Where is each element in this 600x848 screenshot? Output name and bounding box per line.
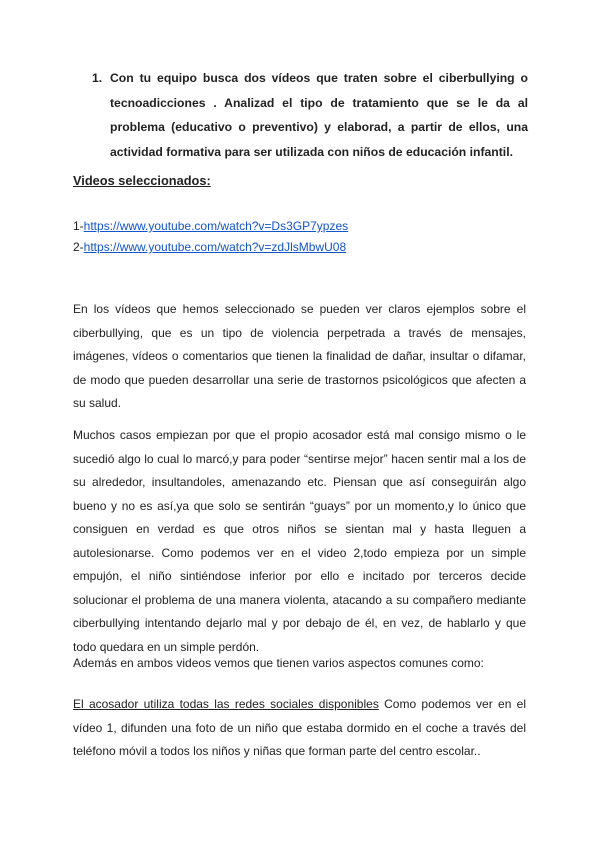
videos-heading: Videos seleccionados:	[73, 173, 211, 188]
aspect-description: Como podemos ver en el vídeo 1, difunden una foto de un niño que estaba dormido en el coche a través del teléfono móvil a todos los niños y niñas que forman parte del centro escolar..	[73, 697, 526, 758]
video-link-1[interactable]: https://www.youtube.com/watch?v=Ds3GP7ypzes	[83, 219, 349, 233]
underlined-aspect: El acosador utiliza todas las redes sociales disponibles	[73, 697, 379, 711]
link-prefix: 2-	[73, 240, 84, 254]
paragraph-intro: En los vídeos que hemos seleccionado se pueden ver claros ejemplos sobre el ciberbullying, que es un tipo de violencia perpetrada a través de mensajes, imágenes, vídeos o comentarios que tienen la finalidad de dañar, insultar o difamar, de modo que pueden desarrollar una serie de trastornos psicológicos que afecten a su salud.	[73, 302, 526, 410]
paragraph-common-aspects: Además en ambos videos vemos que tienen varios aspectos comunes como:	[73, 656, 484, 670]
paragraph-causes: Muchos casos empiezan por que el propio acosador está mal consigo mismo o le sucedió algo lo cual lo marcó,y para poder “sentirse mejor” hacen sentir mal a los de su alrededor, insultandoles, amenazando etc. Piensan que así conseguirán algo bueno y no es así,ya que solo se sentirán “guays” por un momento,y lo único que consiguen en verdad es que otros niños se sientan mal y hasta lleguen a autolesionarse. Como podemos ver en el video 2,todo empieza por un simple empujón, el niño sintiéndose inferior por ello e incitado por terceros decide solucionar el problema de una manera violenta, atacando a su compañero mediante ciberbullying intentando dejarlo mal y por debajo de él, en vez, de hablarlo y que todo quedara en un simple perdón.	[73, 428, 526, 654]
video-links-list	[73, 216, 348, 258]
video-link-line-1	[73, 216, 348, 237]
question-number: 1.	[92, 71, 103, 85]
assignment-question	[92, 66, 528, 164]
question-text: Con tu equipo busca dos vídeos que traten sobre el ciberbullying o tecnoadicciones . Analizad el tipo de tratamiento que se le da al problema (educativo o preventivo) y elaborad, a partir de ellos, una actividad formativa para ser utilizada con niños de educación infantil.	[110, 71, 528, 159]
video-link-2[interactable]: https://www.youtube.com/watch?v=zdJlsMbwU08	[83, 240, 347, 254]
link-prefix: 1-	[73, 219, 84, 233]
paragraph-social-networks	[73, 693, 526, 764]
video-link-line-2	[73, 237, 348, 258]
